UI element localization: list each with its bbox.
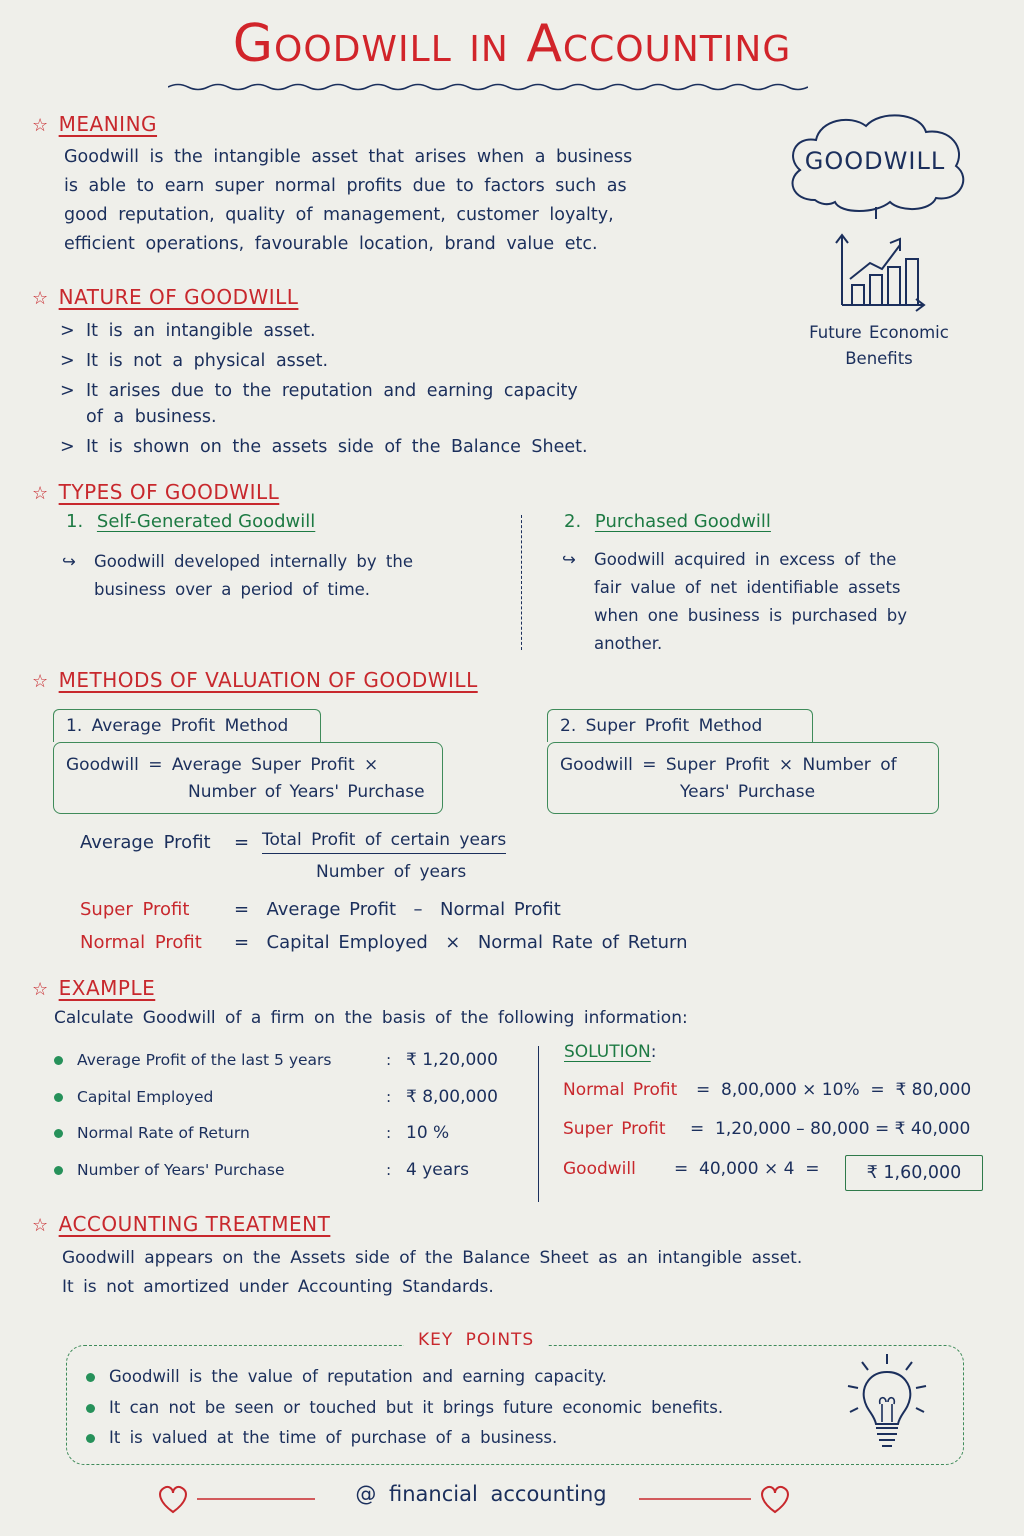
section-heading-example: ☆ EXAMPLE xyxy=(32,976,156,1000)
page-title: Goodwill in Accounting xyxy=(232,14,792,74)
avg-profit-denominator: Number of years xyxy=(316,862,467,882)
key-points-list xyxy=(86,1362,723,1454)
solution-goodwill-label: Goodwill xyxy=(563,1159,636,1179)
bullet-dot xyxy=(54,1166,63,1175)
self-generated-desc: ↪ Goodwill developed internally by the business over a period of time. xyxy=(62,548,492,604)
solution-super-label: Super Profit xyxy=(563,1119,666,1139)
solution-normal-label: Normal Profit xyxy=(563,1080,678,1100)
list-item: > It is not a physical asset. xyxy=(60,351,329,371)
meaning-text: Goodwill is the intangible asset that arises when a business is able to earn super normal profits due to factors such as good reputation, quality of management, customer loyalty, efficient operations, favourable location, brand value etc. xyxy=(64,147,633,254)
super-profit-formula: = Average Profit – Normal Profit xyxy=(234,899,561,920)
solution-heading: SOLUTION: xyxy=(564,1042,657,1062)
arrow-icon: ↪ xyxy=(62,552,76,571)
list-item: Capital Employed : ₹ 8,00,000 xyxy=(54,1079,524,1116)
star-icon: ☆ xyxy=(32,288,49,309)
avg-profit-label: Average Profit xyxy=(80,832,211,853)
types-divider xyxy=(521,515,522,650)
nature-list xyxy=(60,316,760,462)
section-heading-methods: ☆ METHODS OF VALUATION OF GOODWILL xyxy=(32,668,478,692)
avg-profit-equals: = xyxy=(234,832,250,853)
key-points-heading: KEY POINTS xyxy=(404,1330,548,1350)
list-item: It can not be seen or touched but it brings future economic benefits. xyxy=(86,1393,723,1424)
avg-method-formula-box: Goodwill = Average Super Profit × Number of Years' Purchase xyxy=(53,742,443,814)
solution-super-calc: = 1,20,000 – 80,000 = ₹ 40,000 xyxy=(690,1119,971,1139)
bullet-dot xyxy=(86,1434,95,1443)
star-icon: ☆ xyxy=(32,979,49,1000)
purchased-desc: ↪ Goodwill acquired in excess of the fair value of net identifiable assets when one business is purchased by another. xyxy=(562,546,982,658)
normal-profit-formula: = Capital Employed × Normal Rate of Return xyxy=(234,932,688,953)
heart-icon xyxy=(160,1487,186,1512)
bullet-dot xyxy=(54,1093,63,1102)
super-method-tab: 2. Super Profit Method xyxy=(547,709,813,742)
section-heading-nature: ☆ NATURE OF GOODWILL xyxy=(32,285,299,309)
solution-goodwill-calc: = 40,000 × 4 = xyxy=(674,1159,820,1179)
bullet-dot xyxy=(54,1129,63,1138)
star-icon: ☆ xyxy=(32,671,49,692)
goodwill-result-box: ₹ 1,60,000 xyxy=(845,1155,983,1191)
list-item: > It arises due to the reputation and earning capacity xyxy=(60,381,578,401)
avg-profit-numerator: Total Profit of certain years xyxy=(262,830,506,854)
super-method-formula-box: Goodwill = Super Profit × Number of Years' Purchase xyxy=(547,742,939,814)
avg-method-tab: 1. Average Profit Method xyxy=(53,709,321,742)
solution-normal-calc: = 8,00,000 × 10% = ₹ 80,000 xyxy=(696,1080,972,1100)
list-item: > It is shown on the assets side of the Balance Sheet. xyxy=(60,437,588,457)
normal-profit-label: Normal Profit xyxy=(80,932,202,953)
list-item: Number of Years' Purchase : 4 years xyxy=(54,1152,524,1189)
example-info-list xyxy=(54,1042,524,1188)
list-item: Average Profit of the last 5 years : ₹ 1,20,000 xyxy=(54,1042,524,1079)
lightbulb-icon xyxy=(842,1352,932,1452)
section-heading-types: ☆ TYPES OF GOODWILL xyxy=(32,480,280,504)
section-heading-meaning: ☆ MEANING xyxy=(32,112,158,136)
purchased-title: 2. Purchased Goodwill xyxy=(564,511,771,532)
list-item: Normal Rate of Return : 10 % xyxy=(54,1115,524,1152)
star-icon: ☆ xyxy=(32,1215,49,1236)
list-item-continued: of a business. xyxy=(86,407,217,427)
list-item: Goodwill is the value of reputation and earning capacity. xyxy=(86,1362,723,1393)
title-underline xyxy=(168,80,808,94)
example-divider xyxy=(538,1046,539,1202)
bullet-dot xyxy=(86,1404,95,1413)
arrow-icon: ↪ xyxy=(562,550,576,569)
section-heading-treatment: ☆ ACCOUNTING TREATMENT xyxy=(32,1212,331,1236)
star-icon: ☆ xyxy=(32,115,49,136)
star-icon: ☆ xyxy=(32,483,49,504)
treatment-text: Goodwill appears on the Assets side of the Balance Sheet as an intangible asset. It is not amortized under Accounting Standards. xyxy=(62,1248,803,1297)
example-intro: Calculate Goodwill of a firm on the basis of the following information: xyxy=(54,1008,688,1028)
self-generated-title: 1. Self-Generated Goodwill xyxy=(66,511,316,532)
growth-bar-chart-icon xyxy=(830,205,940,315)
super-profit-label: Super Profit xyxy=(80,899,190,920)
list-item: > It is an intangible asset. xyxy=(60,321,316,341)
list-item: It is valued at the time of purchase of a business. xyxy=(86,1423,723,1454)
heart-icon xyxy=(762,1487,788,1512)
bullet-dot xyxy=(86,1373,95,1382)
bullet-dot xyxy=(54,1056,63,1065)
future-benefits-caption: Future Economic Benefits xyxy=(809,323,949,368)
footer-handle: @ financial accounting xyxy=(355,1482,607,1506)
cloud-label: GOODWILL xyxy=(804,147,946,175)
